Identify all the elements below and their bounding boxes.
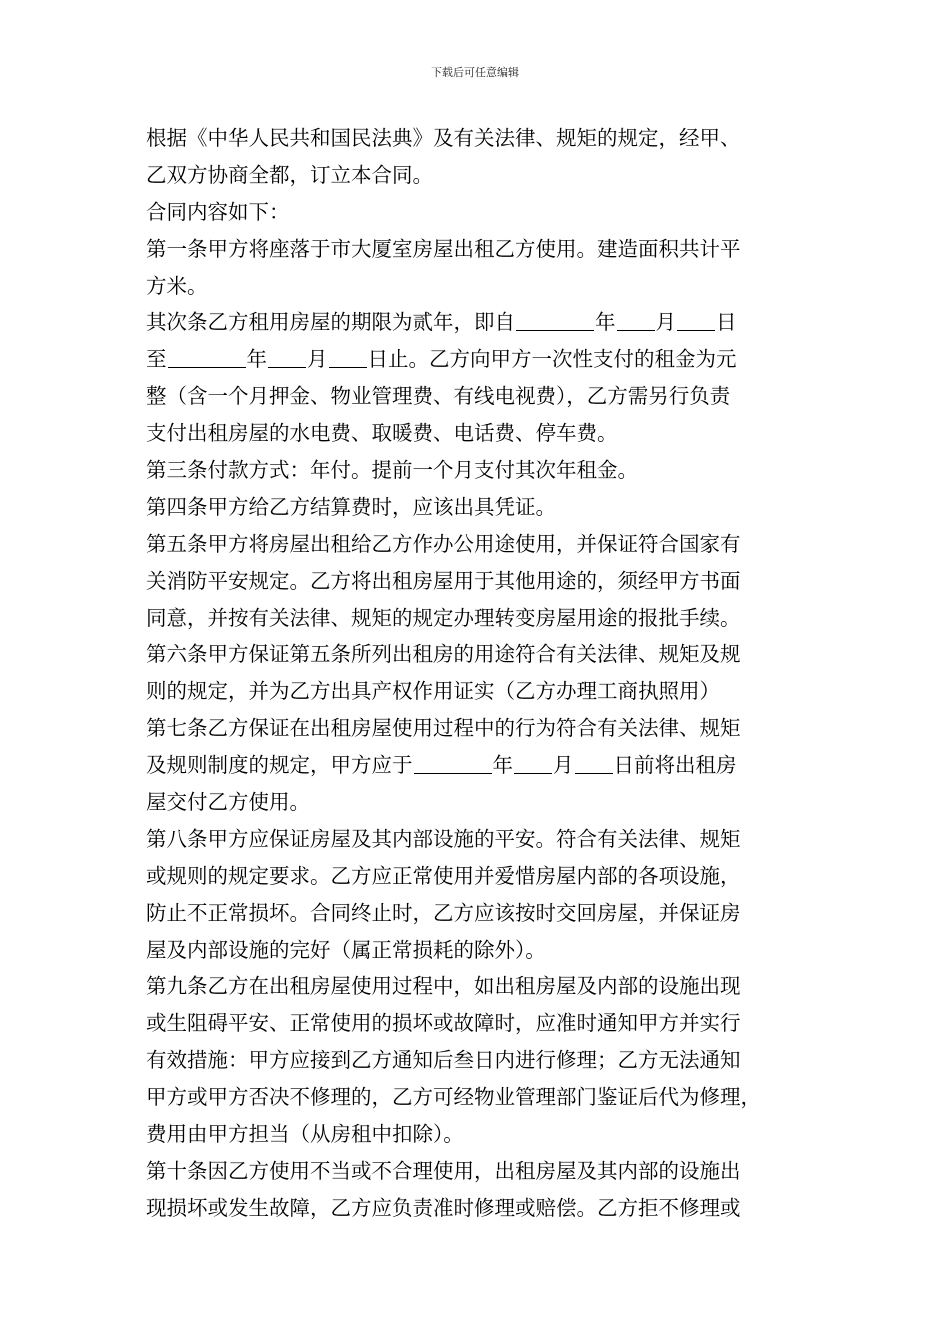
text-line: 有效措施：甲方应接到乙方通知后叁日内进行修理；乙方无法通知 [146, 1048, 741, 1073]
text-segment: 日前将出租房 [613, 753, 737, 778]
text-line: 第四条甲方给乙方结算费时，应该出具凭证。 [146, 494, 556, 519]
text-line: 合同内容如下： [146, 199, 290, 224]
page-header-note: 下载后可任意编辑 [431, 66, 519, 79]
text-line: 同意，并按有关法律、规矩的规定办理转变房屋用途的报批手续。 [146, 605, 741, 630]
text-line: 根据《中华人民共和国民法典》及有关法律、规矩的规定，经甲、 [146, 126, 741, 150]
text-line: 方米。 [146, 273, 208, 298]
text-line: 第三条付款方式：年付。提前一个月支付其次年租金。 [146, 458, 638, 483]
fill-in-blank [617, 312, 655, 331]
text-line: 则的规定，并为乙方出具产权作用证实（乙方办理工商执照用） [146, 679, 720, 704]
text-line: 乙双方协商全都，订立本合同。 [146, 162, 433, 187]
text-line: 屋及内部设施的完好（属正常损耗的除外）。 [146, 937, 546, 962]
text-segment: 月 [655, 310, 676, 335]
text-segment: 日 [716, 310, 737, 335]
text-line: 第九条乙方在出租房屋使用过程中，如出租房屋及内部的设施出现 [146, 974, 741, 999]
text-line: 第八条甲方应保证房屋及其内部设施的平安。符合有关法律、规矩 [146, 826, 741, 851]
fill-in-blank [268, 349, 306, 368]
fill-in-blank [168, 349, 246, 368]
text-line: 关消防平安规定。乙方将出租房屋用于其他用途的，须经甲方书面 [146, 568, 741, 593]
text-segment: 及规则制度的规定，甲方应于 [146, 753, 413, 778]
text-segment: 月 [553, 753, 574, 778]
text-line: 屋交付乙方使用。 [146, 790, 310, 815]
text-segment: 年 [492, 753, 513, 778]
text-line: 第六条甲方保证第五条所列出租房的用途符合有关法律、规矩及规 [146, 642, 741, 667]
fill-in-blank [414, 755, 492, 774]
text-segment: 日止。乙方向甲方一次性支付的租金为元 [367, 347, 737, 372]
text-line: 第一条甲方将座落于市大厦室房屋出租乙方使用。建造面积共计平 [146, 236, 741, 261]
fill-in-blank [514, 755, 552, 774]
text-line: 现损坏或发生故障，乙方应负责准时修理或赔偿。乙方拒不修理或 [146, 1195, 741, 1220]
text-segment: 其次条乙方租用房屋的期限为贰年，即自 [146, 310, 515, 335]
text-line: 支付出租房屋的水电费、取暖费、电话费、停车费。 [146, 421, 618, 446]
text-line: 甲方或甲方否决不修理的，乙方可经物业管理部门鉴证后代为修理， [146, 1085, 761, 1110]
fill-in-blank [329, 349, 367, 368]
text-segment: 年 [246, 347, 267, 372]
text-line: 第十条因乙方使用不当或不合理使用，出租房屋及其内部的设施出 [146, 1158, 741, 1183]
text-segment: 年 [595, 310, 616, 335]
text-line-with-blanks [146, 747, 806, 784]
text-segment: 至 [146, 347, 167, 372]
text-line: 第五条甲方将房屋出租给乙方作办公用途使用，并保证符合国家有 [146, 531, 741, 556]
text-line: 或生阻碍平安、正常使用的损坏或故障时，应准时通知甲方并实行 [146, 1011, 741, 1036]
text-line-with-blanks [146, 304, 806, 341]
text-line: 防止不正常损坏。合同终止时，乙方应该按时交回房屋，并保证房 [146, 900, 741, 925]
fill-in-blank [575, 755, 613, 774]
text-line-with-blanks [146, 341, 806, 378]
text-line: 费用由甲方担当（从房租中扣除）。 [146, 1122, 464, 1147]
text-line: 整（含一个月押金、物业管理费、有线电视费），乙方需另行负责 [146, 384, 731, 409]
contract-body [146, 120, 806, 1227]
fill-in-blank [516, 312, 594, 331]
text-line: 或规则的规定要求。乙方应正常使用并爱惜房屋内部的各项设施， [146, 863, 741, 888]
text-segment: 月 [307, 347, 328, 372]
text-line: 第七条乙方保证在出租房屋使用过程中的行为符合有关法律、规矩 [146, 716, 741, 741]
fill-in-blank [677, 312, 715, 331]
